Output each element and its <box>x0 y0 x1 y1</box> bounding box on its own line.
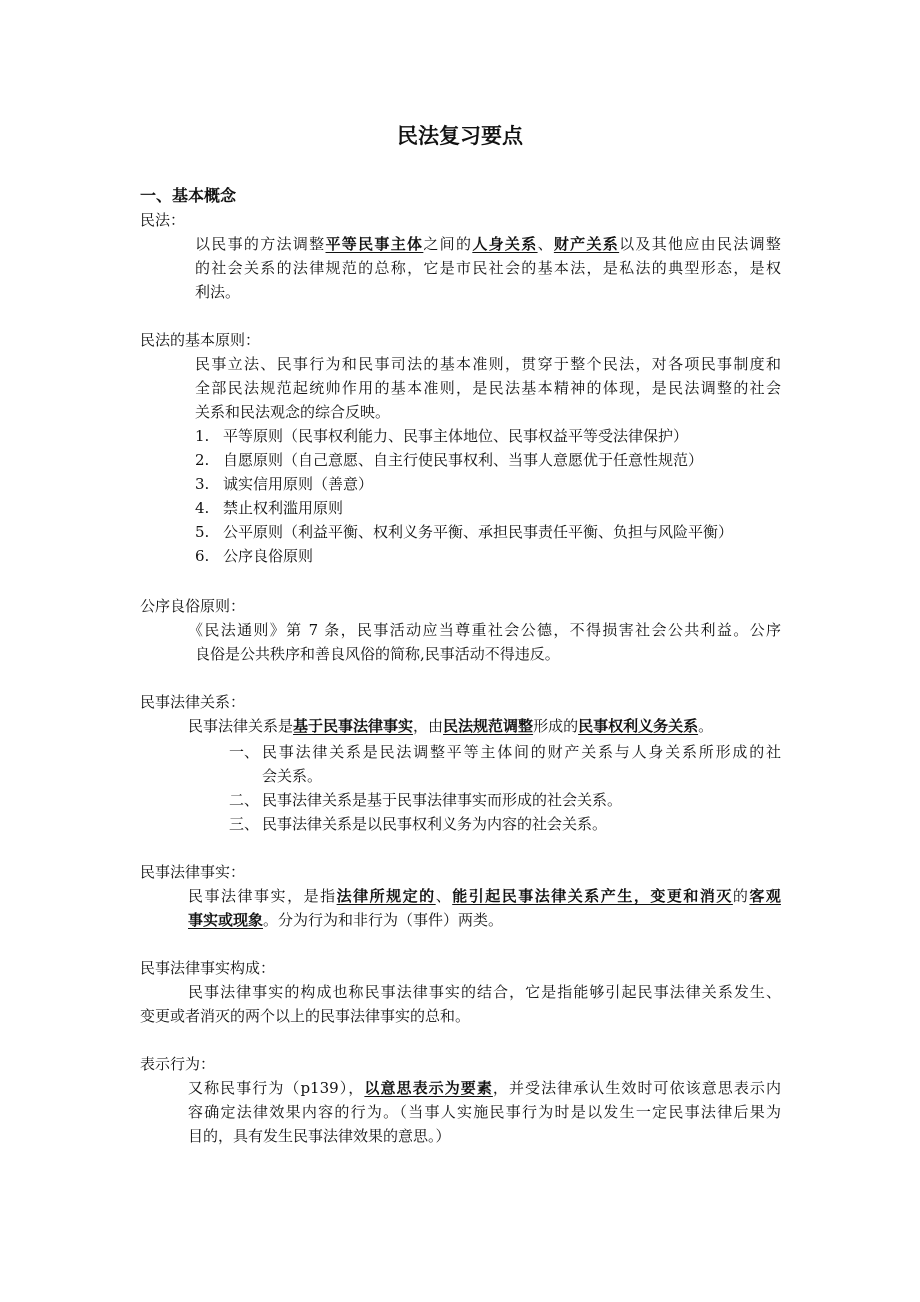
principle-item: 4. 禁止权利滥用原则 <box>195 499 344 517</box>
relation-item-text: 民事法律关系是民法调整平等主体间的财产关系与人身关系所形成的社 <box>262 743 781 761</box>
definition-fact-composition-line1: 民事法律事实的构成也称民事法律事实的结合，它是指能够引起民事法律关系发生、 <box>188 983 781 1001</box>
definition-civil-law-line1: 以民事的方法调整平等民事主体之间的人身关系、财产关系以及其他应由民法调整 <box>195 235 781 253</box>
definition-legal-fact-line2: 事实或现象。分为行为和非行为（事件）两类。 <box>188 911 504 929</box>
term-label-civil-law: 民法： <box>140 211 186 229</box>
relation-item-text-cont: 会关系。 <box>262 767 323 785</box>
definition-legal-relation: 民事法律关系是基于民事法律事实，由民法规范调整形成的民事权利义务关系。 <box>188 717 714 735</box>
relation-item-text: 民事法律关系是以民事权利义务为内容的社会关系。 <box>262 815 608 833</box>
definition-legal-fact-line1: 民事法律事实，是指法律所规定的、能引起民事法律关系产生，变更和消灭的客观 <box>188 887 781 905</box>
relation-item-number: 一、 <box>229 743 260 761</box>
term-label-expressive-act: 表示行为： <box>140 1055 216 1073</box>
principle-item: 6. 公序良俗原则 <box>195 547 314 565</box>
section-heading-basic-concepts: 一、基本概念 <box>140 186 237 205</box>
definition-fact-composition-line2: 变更或者消灭的两个以上的民事法律事实的总和。 <box>140 1007 471 1025</box>
definition-expressive-act-line1: 又称民事行为（p139），以意思表示为要素，并受法律承认生效时可依该意思表示内 <box>188 1079 781 1097</box>
page-title: 民法复习要点 <box>397 123 523 148</box>
definition-public-order-line2: 良俗是公共秩序和善良风俗的简称,民事活动不得违反。 <box>195 645 560 663</box>
definition-principles-line1: 民事立法、民事行为和民事司法的基本准则，贯穿于整个民法，对各项民事制度和 <box>195 355 781 373</box>
principle-item: 5. 公平原则（利益平衡、权利义务平衡、承担民事责任平衡、负担与风险平衡） <box>195 523 734 541</box>
definition-civil-law-line3: 利法。 <box>195 283 241 301</box>
term-label-legal-relation: 民事法律关系： <box>140 693 246 711</box>
relation-item-number: 二、 <box>229 791 260 809</box>
principle-item: 3. 诚实信用原则（善意） <box>195 475 374 493</box>
definition-public-order-line1: 《民法通则》第 7 条，民事活动应当尊重社会公德，不得损害社会公共利益。公序 <box>188 621 781 639</box>
definition-principles-line2: 全部民法规范起统帅作用的基本准则，是民法基本精神的体现，是民法调整的社会 <box>195 379 781 397</box>
definition-civil-law-line2: 的社会关系的法律规范的总称，它是市民社会的基本法，是私法的典型形态，是权 <box>195 259 781 277</box>
definition-expressive-act-line2: 容确定法律效果内容的行为。（当事人实施民事行为时是以发生一定民事法律后果为 <box>188 1103 781 1121</box>
definition-expressive-act-line3: 目的，具有发生民事法律效果的意思。） <box>188 1127 451 1145</box>
term-label-legal-fact: 民事法律事实： <box>140 863 246 881</box>
term-label-basic-principles: 民法的基本原则： <box>140 331 261 349</box>
relation-item-text: 民事法律关系是基于民事法律事实而形成的社会关系。 <box>262 791 623 809</box>
term-label-fact-composition: 民事法律事实构成： <box>140 959 276 977</box>
principle-item: 1. 平等原则（民事权利能力、民事主体地位、民事权益平等受法律保护） <box>195 427 689 445</box>
relation-item-number: 三、 <box>229 815 260 833</box>
definition-principles-line3: 关系和民法观念的综合反映。 <box>195 403 391 421</box>
term-label-public-order: 公序良俗原则： <box>140 597 246 615</box>
principle-item: 2. 自愿原则（自己意愿、自主行使民事权利、当事人意愿优于任意性规范） <box>195 451 704 469</box>
